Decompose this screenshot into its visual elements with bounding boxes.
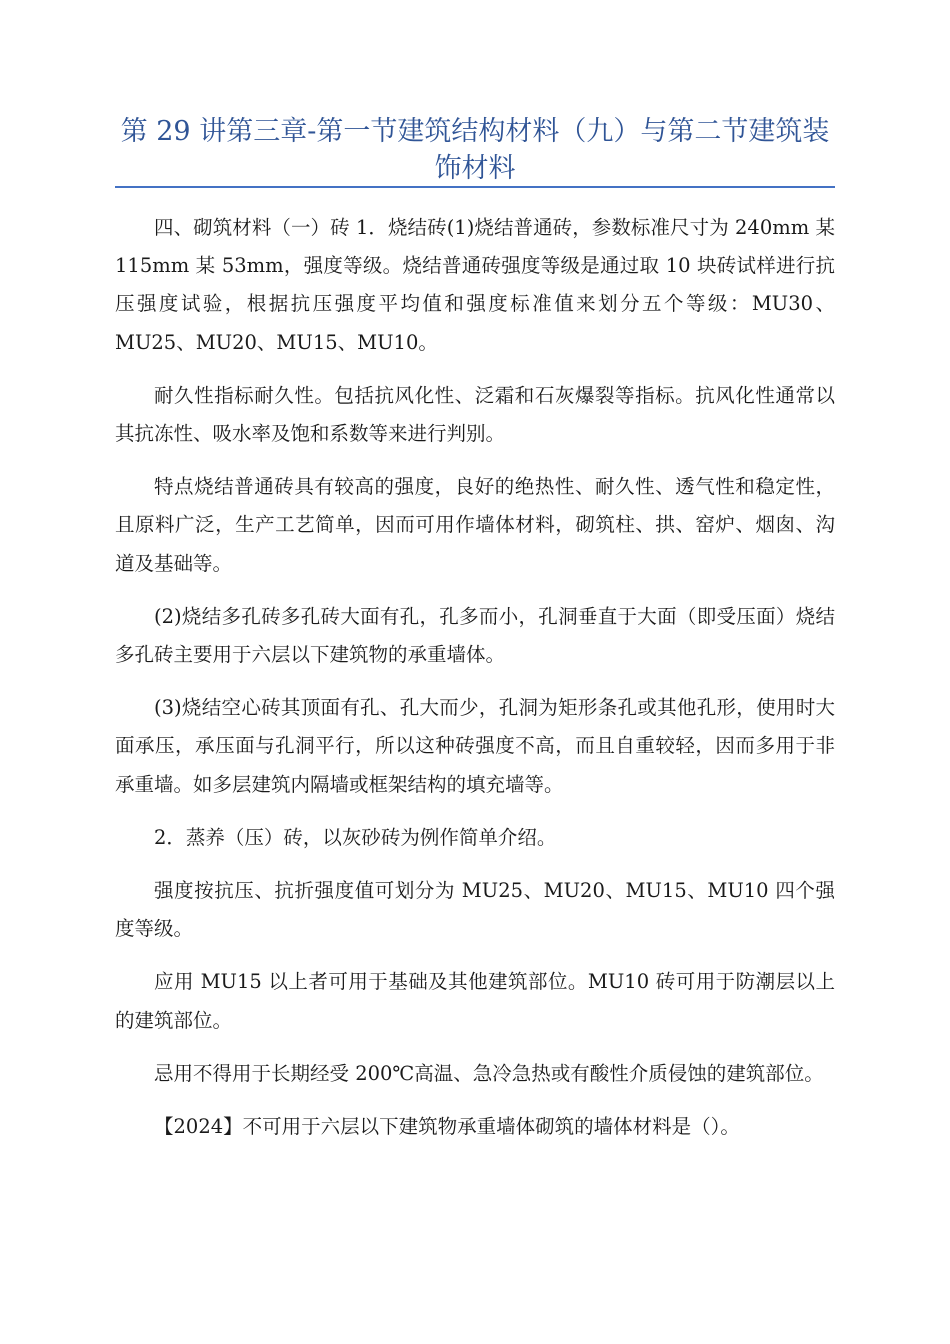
document-title: 第 29 讲第三章-第一节建筑结构材料（九）与第二节建筑装饰材料: [120, 116, 830, 184]
paragraph-prohibited-use: 忌用不得用于长期经受 200℃高温、急冷急热或有酸性介质侵蚀的建筑部位。: [154, 1061, 824, 1085]
paragraph-fired-brick: 四、砌筑材料（一）砖 1．烧结砖(1)烧结普通砖，参数标准尺寸为 240mm 某 115mm 某 53mm，强度等级。烧结普通砖强度等级是通过取 10 块砖试样进行抗压强度试验，根据抗压强度平均值和强度标准值来划分五个等级：MU30、MU25、MU20、MU15、MU10。: [115, 216, 835, 354]
paragraph-characteristics: 特点烧结普通砖具有较高的强度，良好的绝热性、耐久性、透气性和稳定性，且原料广泛，生产工艺简单，因而可用作墙体材料，砌筑柱、拱、窑炉、烟囱、沟道及基础等。: [115, 475, 835, 575]
paragraph-steam-brick: 2．蒸养（压）砖，以灰砂砖为例作简单介绍。: [154, 825, 557, 849]
paragraph-durability: 耐久性指标耐久性。包括抗风化性、泛霜和石灰爆裂等指标。抗风化性通常以其抗冻性、吸水率及饱和系数等来进行判别。: [115, 383, 835, 446]
paragraph-strength-grades: 强度按抗压、抗折强度值可划分为 MU25、MU20、MU15、MU10 四个强度等级。: [115, 879, 835, 941]
paragraph-perforated-brick: (2)烧结多孔砖多孔砖大面有孔，孔多而小，孔洞垂直于大面（即受压面）烧结多孔砖主要用于六层以下建筑物的承重墙体。: [115, 604, 835, 667]
title-underline-rule: [115, 186, 835, 188]
paragraph-exam-question: 【2024】不可用于六层以下建筑物承重墙体砌筑的墙体材料是（）。: [154, 1115, 740, 1139]
paragraph-application: 应用 MU15 以上者可用于基础及其他建筑部位。MU10 砖可用于防潮层以上的建筑部位。: [115, 970, 835, 1032]
document-body: [115, 209, 835, 1161]
paragraph-hollow-brick: (3)烧结空心砖其顶面有孔、孔大而少，孔洞为矩形条孔或其他孔形，使用时大面承压，承压面与孔洞平行，所以这种砖强度不高，而且自重较轻，因而多用于非承重墙。如多层建筑内隔墙或框架结构的填充墙等。: [115, 696, 835, 796]
